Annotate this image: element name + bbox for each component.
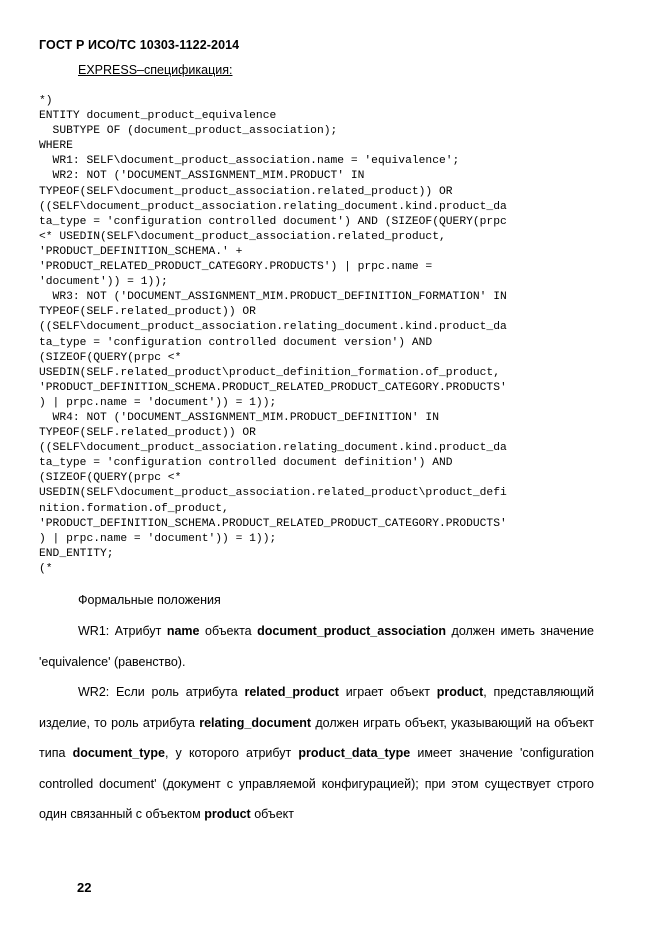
express-code-block [39,94,599,577]
code-line: WR4: NOT ('DOCUMENT_ASSIGNMENT_MIM.PRODUCT_DEFINITION' IN [39,411,439,424]
page-number: 22 [77,880,92,895]
code-line: ENTITY document_product_equivalence [39,110,277,123]
wr2-entity-document-type: document_type [72,746,165,760]
wr1-entity-name: document_product_association [257,624,447,638]
wr2-text-3: , представляющий изделие, то роль атрибута [39,685,595,730]
wr2-entity-product: product [436,685,484,699]
code-line: ((SELF\document_product_association.relating_document.kind.product_da [39,321,507,334]
wr2-text-2: играет объект [338,685,437,699]
code-line: ta_type = 'configuration controlled document definition') AND [39,457,453,470]
code-line: WR3: NOT ('DOCUMENT_ASSIGNMENT_MIM.PRODUCT_DEFINITION_FORMATION' IN [39,291,507,304]
code-line: WR1: SELF\document_product_association.name = 'equivalence'; [39,155,460,168]
code-line: ) | prpc.name = 'document')) = 1)); [39,532,277,545]
code-line: END_ENTITY; [39,547,114,560]
wr2-attr-product-data-type: product_data_type [298,746,411,760]
code-line: WHERE [39,140,73,153]
wr1-text-2: объекта [199,624,258,638]
code-line: ta_type = 'configuration controlled document version') AND [39,336,433,349]
code-line: 'PRODUCT_RELATED_PRODUCT_CATEGORY.PRODUCTS') | prpc.name = [39,261,433,274]
wr2-text-5: , у которого атрибут [164,746,299,760]
express-spec-label: EXPRESS–спецификация: [78,63,233,77]
code-line: nition.formation.of_product, [39,502,229,515]
code-line: 'PRODUCT_DEFINITION_SCHEMA.' + [39,245,243,258]
code-line: ta_type = 'configuration controlled document') AND (SIZEOF(QUERY(prpc [39,215,507,228]
code-line: TYPEOF(SELF.related_product)) OR [39,427,256,440]
code-line: TYPEOF(SELF.related_product)) OR [39,306,256,319]
code-line: WR2: NOT ('DOCUMENT_ASSIGNMENT_MIM.PRODUCT' IN [39,170,365,183]
code-line: <* USEDIN(SELF\document_product_association.related_product, [39,230,446,243]
code-line: (SIZEOF(QUERY(prpc <* [39,351,182,364]
wr1-paragraph [39,616,594,677]
wr1-text-3: должен иметь значение 'equivalence' (равенство). [39,624,594,669]
code-line: USEDIN(SELF\document_product_association.related_product\product_defi [39,487,507,500]
code-line: 'document')) = 1)); [39,276,168,289]
wr2-attr-relating-document: relating_document [199,715,312,730]
formal-propositions-title: Формальные положения [78,593,221,607]
code-line: 'PRODUCT_DEFINITION_SCHEMA.PRODUCT_RELATED_PRODUCT_CATEGORY.PRODUCTS' [39,381,507,394]
code-line: (* [39,562,53,575]
code-line: ((SELF\document_product_association.relating_document.kind.product_da [39,442,507,455]
wr1-text-1: WR1: Атрибут [78,624,167,638]
wr2-entity-product-2: product [204,807,251,821]
wr2-paragraph [39,677,594,830]
code-line: SUBTYPE OF (document_product_association); [39,125,338,138]
wr2-text-1: WR2: Если роль атрибута [78,685,245,699]
wr2-attr-related-product: related_product [244,685,339,699]
code-line: *) [39,95,53,107]
page-header: ГОСТ Р ИСО/ТС 10303-1122-2014 [39,38,240,52]
wr2-text-4: должен играть объект, указывающий на объект типа [39,715,595,760]
code-line: ((SELF\document_product_association.relating_document.kind.product_da [39,200,507,213]
wr1-attr-name: name [166,624,200,638]
code-line: TYPEOF(SELF\document_product_association.related_product)) OR [39,185,453,198]
wr2-text-7: объект [250,807,294,821]
code-line: USEDIN(SELF.related_product\product_definition_formation.of_product, [39,366,500,379]
code-line: ) | prpc.name = 'document')) = 1)); [39,396,277,409]
wr2-text-6: имеет значение 'configuration controlled document' (документ с управляемой конфигурацией); при этом существует строго один связанный с объектом [39,746,594,821]
code-line: 'PRODUCT_DEFINITION_SCHEMA.PRODUCT_RELATED_PRODUCT_CATEGORY.PRODUCTS' [39,517,507,530]
code-line: (SIZEOF(QUERY(prpc <* [39,472,182,485]
